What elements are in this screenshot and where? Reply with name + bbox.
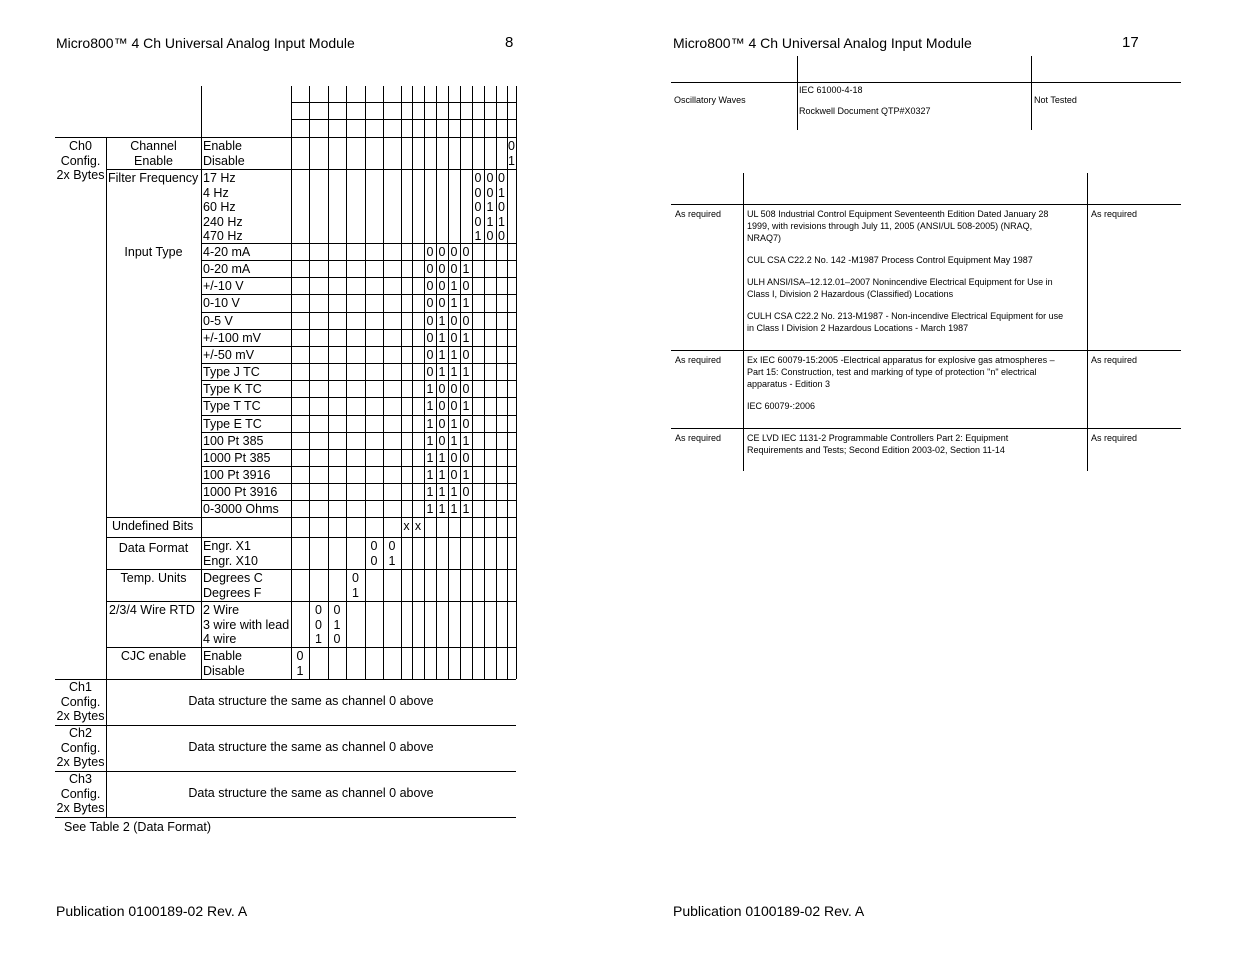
- rule: [365, 86, 366, 137]
- rule: [516, 86, 517, 137]
- right-page-number: 17: [1122, 34, 1139, 51]
- input-type-bit: 0: [426, 365, 434, 380]
- input-type-option: Type K TC: [203, 382, 262, 397]
- input-type-bit: 1: [426, 416, 434, 431]
- rule: [55, 725, 516, 726]
- input-type-bit: 0: [426, 296, 434, 311]
- input-type-bit: 1: [438, 450, 446, 465]
- ch3-description: Data structure the same as channel 0 above: [188, 786, 434, 800]
- ch2-description: Data structure the same as channel 0 above: [188, 740, 434, 754]
- temp-units-option: Degrees F: [203, 585, 262, 600]
- rule: [412, 86, 413, 137]
- cert-standard-line: CULH CSA C22.2 No. 213-M1987 - Non-incendive Electrical Equipment for use: [747, 311, 1064, 321]
- rule: [291, 102, 516, 103]
- input-type-bit: 1: [462, 296, 470, 311]
- input-type-bit: 0: [438, 416, 446, 431]
- input-type-bit: 1: [438, 485, 446, 500]
- rule: [460, 86, 461, 137]
- wire-rtd-option: 3 wire with lead: [203, 617, 290, 632]
- ch1-description: Data structure the same as channel 0 above: [188, 694, 434, 708]
- rule: [507, 86, 508, 137]
- cjc-enable-label: CJC enable: [120, 649, 187, 663]
- input-type-bit: 0: [462, 347, 470, 362]
- rule: [671, 204, 1181, 205]
- rule: [201, 260, 516, 261]
- cert-left-cell: As required: [675, 209, 722, 219]
- table-note: See Table 2 (Data Format): [64, 820, 212, 834]
- input-type-bit: 1: [438, 330, 446, 345]
- input-type-bit: 0: [462, 313, 470, 328]
- ch3-label-line: Ch3: [69, 772, 92, 786]
- input-type-bit: 0: [462, 416, 470, 431]
- rule: [472, 86, 473, 137]
- input-type-bit: 0: [438, 245, 446, 259]
- temp-units-label: Temp. Units: [120, 571, 187, 585]
- filter-frequency-bit: 0: [498, 171, 505, 185]
- input-type-bit: 0: [462, 450, 470, 465]
- data-format-bit: 0: [370, 539, 378, 553]
- rule: [309, 137, 310, 679]
- input-type-bit: 0: [450, 399, 458, 414]
- cert-standard-line: CE LVD IEC 1131-2 Programmable Controllers Part 2: Equipment: [747, 433, 1009, 443]
- wire-rtd-bit: 0: [315, 603, 322, 617]
- right-footer: Publication 0100189-02 Rev. A: [673, 903, 865, 919]
- ch0-label-line: Ch0: [69, 139, 92, 153]
- rule: [201, 483, 516, 484]
- standard-line-2: Rockwell Document QTP#X0327: [799, 106, 931, 116]
- input-type-bit: 1: [426, 450, 434, 465]
- input-type-bit: 0: [438, 296, 446, 311]
- channel-enable-option: Enable: [203, 139, 242, 153]
- rule: [436, 86, 437, 137]
- rule: [201, 346, 516, 347]
- cert-standard-line: CUL CSA C22.2 No. 142 -M1987 Process Control Equipment May 1987: [747, 255, 1033, 265]
- input-type-option: +/-10 V: [203, 279, 244, 294]
- input-type-option: 1000 Pt 385: [203, 450, 271, 465]
- input-type-bit: 0: [462, 382, 470, 397]
- cert-standard-line: UL 508 Industrial Control Equipment Seventeenth Edition Dated January 28: [747, 209, 1049, 219]
- filter-frequency-bit: 1: [474, 229, 482, 243]
- wire-rtd-bit: 0: [315, 617, 322, 632]
- filter-frequency-bit: 0: [486, 229, 494, 243]
- left-header-title: Micro800™ 4 Ch Universal Analog Input Module: [56, 35, 355, 51]
- cert-standard-line: Class I, Division 2 Hazardous (Classified) Locations: [747, 289, 954, 299]
- rule: [55, 137, 516, 138]
- filter-frequency-bit: 0: [474, 200, 482, 214]
- rule: [106, 137, 107, 679]
- input-type-bit: 1: [450, 296, 458, 311]
- rule: [516, 137, 517, 679]
- input-type-bit: 0: [450, 382, 458, 397]
- input-type-bit: 0: [438, 262, 446, 277]
- filter-frequency-bit: 1: [498, 185, 505, 200]
- cert-standard-line: Part 15: Construction, test and marking of type of protection "n" electrical: [747, 367, 1037, 377]
- ch0-label-line: Config.: [60, 153, 101, 168]
- input-type-option: 100 Pt 385: [203, 433, 264, 448]
- rule: [201, 86, 202, 137]
- filter-frequency-option: 470 Hz: [203, 229, 243, 243]
- cert-standard-line: in Class I Division 2 Hazardous Locations - March 1987: [747, 323, 969, 333]
- cjc-enable-option: Disable: [203, 663, 245, 678]
- input-type-bit: 0: [438, 279, 446, 294]
- wire-rtd-label: 2/3/4 Wire RTD: [109, 603, 195, 617]
- input-type-bit: 1: [438, 502, 446, 517]
- input-type-bit: 0: [438, 399, 446, 414]
- input-type-bit: 1: [450, 279, 458, 294]
- rule: [201, 277, 516, 278]
- input-type-bit: 0: [450, 467, 458, 482]
- input-type-bit: 1: [426, 502, 434, 517]
- cjc-enable-bit: 1: [296, 663, 304, 678]
- input-type-option: +/-100 mV: [203, 330, 262, 345]
- input-type-bit: 0: [450, 450, 458, 465]
- input-type-bit: 0: [450, 313, 458, 328]
- channel-enable-option: Disable: [203, 153, 245, 168]
- ch0-label-line: 2x Bytes: [56, 168, 105, 182]
- filter-frequency-option: 4 Hz: [203, 185, 229, 200]
- rule: [671, 350, 1181, 351]
- rule: [743, 173, 744, 471]
- cert-right-cell: As required: [1091, 355, 1138, 365]
- input-type-option: Type T TC: [203, 399, 261, 414]
- filter-frequency-bit: 1: [486, 200, 494, 214]
- filter-frequency-bit: 0: [486, 171, 494, 185]
- input-type-bit: 0: [426, 330, 434, 345]
- rule: [201, 397, 516, 398]
- rule: [106, 517, 516, 518]
- filter-frequency-option: 60 Hz: [203, 200, 236, 214]
- cert-right-cell: As required: [1091, 433, 1138, 443]
- input-type-option: Type J TC: [203, 365, 260, 380]
- input-type-bit: 1: [450, 416, 458, 431]
- input-type-bit: 0: [426, 279, 434, 294]
- rule: [106, 647, 516, 648]
- input-type-bit: 1: [426, 467, 434, 482]
- rule: [365, 137, 366, 679]
- filter-frequency-option: 240 Hz: [203, 214, 243, 229]
- input-type-bit: 0: [462, 245, 470, 259]
- filter-frequency-option: 17 Hz: [203, 171, 236, 185]
- input-type-bit: 0: [426, 347, 434, 362]
- input-type-bit: 1: [426, 382, 434, 397]
- right-header-title: Micro800™ 4 Ch Universal Analog Input Module: [673, 35, 972, 51]
- filter-frequency-bit: 0: [498, 200, 505, 214]
- input-type-bit: 0: [426, 313, 434, 328]
- input-type-bit: 1: [438, 467, 446, 482]
- rule: [383, 137, 384, 679]
- cert-standard-line: Ex IEC 60079-15:2005 -Electrical apparatus for explosive gas atmospheres –: [747, 355, 1055, 365]
- rule: [328, 86, 329, 137]
- input-type-bit: 1: [450, 347, 458, 362]
- filter-frequency-bit: 0: [474, 185, 482, 200]
- ch1-label-line: 2x Bytes: [56, 709, 105, 723]
- left-footer: Publication 0100189-02 Rev. A: [56, 903, 248, 919]
- input-type-bit: 1: [462, 330, 470, 345]
- temp-units-bit: 0: [352, 571, 359, 585]
- rule: [201, 243, 516, 244]
- input-type-bit: 0: [426, 262, 434, 277]
- wire-rtd-bit: 0: [333, 632, 341, 646]
- data-format-option: Engr. X10: [203, 553, 258, 568]
- ch3-label-line: Config.: [60, 786, 101, 801]
- rule: [106, 537, 516, 538]
- input-type-bit: 1: [462, 262, 470, 277]
- rule: [448, 86, 449, 137]
- ch2-label-line: Ch2: [69, 726, 92, 740]
- ch2-label-line: Config.: [60, 740, 101, 755]
- input-type-option: 0-3000 Ohms: [203, 502, 279, 517]
- wire-rtd-bit: 1: [315, 632, 322, 646]
- input-type-bit: 0: [462, 485, 470, 500]
- rule: [496, 86, 497, 137]
- test-name: Oscillatory Waves: [674, 95, 746, 105]
- input-type-bit: 1: [462, 399, 470, 414]
- input-type-bit: 1: [450, 485, 458, 500]
- undefined-bits-label: Undefined Bits: [112, 519, 194, 533]
- rule: [671, 428, 1181, 429]
- cjc-enable-bit: 0: [296, 649, 304, 663]
- cert-standard-line: IEC 60079-:2006: [747, 401, 816, 411]
- filter-frequency-bit: 1: [498, 214, 505, 229]
- data-format-option: Engr. X1: [203, 539, 251, 553]
- input-type-bit: 1: [426, 399, 434, 414]
- input-type-option: 100 Pt 3916: [203, 467, 271, 482]
- rule: [383, 86, 384, 137]
- input-type-option: Type E TC: [203, 416, 262, 431]
- cert-standard-line: apparatus - Edition 3: [747, 379, 831, 389]
- rule: [201, 363, 516, 364]
- rule: [507, 137, 508, 679]
- rule: [106, 169, 516, 170]
- input-type-bit: 0: [450, 330, 458, 345]
- input-type-option: +/-50 mV: [203, 347, 255, 362]
- input-type-bit: 1: [426, 485, 434, 500]
- input-type-option: 1000 Pt 3916: [203, 485, 278, 500]
- rule: [55, 771, 516, 772]
- rule: [55, 679, 516, 680]
- data-format-bit: 0: [370, 553, 378, 568]
- cert-standard-line: Requirements and Tests; Second Edition 2003-02, Section 11-14: [747, 445, 1005, 455]
- input-type-option: 0-10 V: [203, 296, 240, 311]
- rule: [106, 569, 516, 570]
- wire-rtd-option: 4 wire: [203, 632, 237, 646]
- cjc-enable-option: Enable: [203, 649, 242, 663]
- rule: [309, 86, 310, 137]
- wire-rtd-bit: 0: [333, 603, 341, 617]
- input-type-bit: 0: [438, 433, 446, 448]
- wire-rtd-option: 2 Wire: [203, 603, 240, 617]
- input-type-bit: 0: [438, 382, 446, 397]
- input-type-bit: 0: [462, 279, 470, 294]
- ch1-label-line: Config.: [60, 694, 101, 709]
- input-type-bit: 0: [426, 245, 434, 259]
- rule: [401, 86, 402, 137]
- rule: [1087, 173, 1088, 471]
- input-type-label: Input Type: [124, 245, 183, 259]
- rule: [291, 86, 292, 137]
- rule: [201, 137, 202, 679]
- cert-standard-line: NRAQ7): [747, 233, 782, 243]
- input-type-bit: 1: [462, 502, 470, 517]
- rule: [106, 601, 516, 602]
- rule: [201, 294, 516, 295]
- rule: [346, 86, 347, 137]
- rule: [55, 817, 516, 818]
- input-type-bit: 1: [450, 502, 458, 517]
- filter-frequency-bit: 0: [486, 185, 494, 200]
- standard-line-1: IEC 61000-4-18: [799, 85, 863, 95]
- cert-standard-line: ULH ANSI/ISA–12.12.01–2007 Nonincendive Electrical Equipment for Use in: [747, 277, 1053, 287]
- rule: [424, 86, 425, 137]
- channel-enable-bit: 1: [508, 153, 515, 168]
- ch1-label-line: Ch1: [69, 680, 92, 694]
- rule: [201, 380, 516, 381]
- input-type-bit: 0: [450, 262, 458, 277]
- input-type-bit: 1: [462, 433, 470, 448]
- input-type-bit: 1: [438, 365, 446, 380]
- input-type-option: 4-20 mA: [203, 245, 251, 259]
- channel-enable-label: Channel: [130, 139, 177, 153]
- rule: [484, 86, 485, 137]
- temp-units-bit: 1: [352, 585, 359, 600]
- data-format-bit: 0: [388, 539, 396, 553]
- input-type-bit: 1: [438, 313, 446, 328]
- input-type-bit: 0: [450, 245, 458, 259]
- rule: [291, 119, 516, 120]
- rule: [346, 137, 347, 679]
- rule: [412, 137, 413, 679]
- temp-units-option: Degrees C: [203, 571, 263, 585]
- cert-left-cell: As required: [675, 433, 722, 443]
- undefined-bit: x: [414, 519, 422, 533]
- cert-standard-line: 1999, with revisions through July 11, 2005 (ANSI/UL 508-2005) (NRAQ,: [747, 221, 1033, 231]
- left-page-number: 8: [505, 34, 514, 51]
- input-type-bit: 1: [450, 433, 458, 448]
- wire-rtd-bit: 1: [333, 617, 341, 632]
- rule: [201, 466, 516, 467]
- filter-frequency-bit: 0: [474, 171, 482, 185]
- input-type-bit: 1: [462, 365, 470, 380]
- ch2-label-line: 2x Bytes: [56, 755, 105, 769]
- ch3-label-line: 2x Bytes: [56, 801, 105, 815]
- test-result: Not Tested: [1034, 95, 1077, 105]
- data-format-bit: 1: [388, 553, 396, 568]
- rule: [328, 137, 329, 679]
- filter-frequency-bit: 0: [498, 229, 505, 243]
- filter-frequency-bit: 0: [474, 214, 482, 229]
- cert-right-cell: As required: [1091, 209, 1138, 219]
- rule: [291, 137, 292, 679]
- input-type-bit: 1: [450, 365, 458, 380]
- input-type-bit: 1: [426, 433, 434, 448]
- rule: [201, 500, 516, 501]
- input-type-option: 0-20 mA: [203, 262, 251, 277]
- input-type-bit: 1: [462, 467, 470, 482]
- cert-left-cell: As required: [675, 355, 722, 365]
- input-type-bit: 1: [438, 347, 446, 362]
- rule: [401, 137, 402, 679]
- channel-enable-label: Enable: [134, 153, 173, 168]
- input-type-option: 0-5 V: [203, 313, 233, 328]
- data-format-label: Data Format: [118, 541, 189, 555]
- undefined-bit: x: [403, 519, 410, 533]
- filter-frequency-bit: 1: [486, 214, 494, 229]
- filter-frequency-label: Filter Frequency: [108, 171, 199, 185]
- channel-enable-bit: 0: [508, 139, 515, 153]
